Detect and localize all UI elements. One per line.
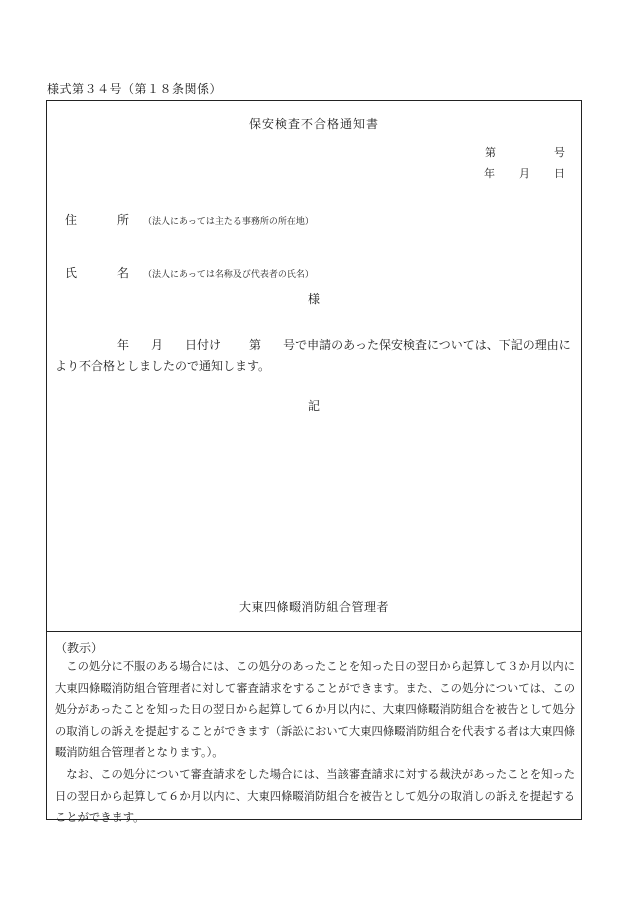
instruction-heading: （教示） (55, 641, 104, 655)
body-month: 月 (151, 338, 164, 352)
date-month: 月 (519, 167, 530, 180)
name-field (65, 264, 314, 281)
notice-document (46, 100, 582, 632)
ki-heading: 記 (307, 399, 320, 413)
form-number: 様式第３４号（第１８条関係） (47, 82, 223, 96)
date-year: 年 (484, 167, 495, 180)
body-dated: 日付け (185, 338, 222, 352)
body-dai: 第 (249, 338, 262, 352)
number-go: 号 (554, 146, 565, 159)
number-dai: 第 (485, 146, 496, 159)
document-date (484, 165, 565, 181)
body-text-line2: より不合格としましたので通知します。 (55, 359, 271, 373)
document-number (485, 144, 565, 160)
body-year: 年 (117, 338, 130, 352)
date-day: 日 (554, 167, 565, 180)
name-label: 氏 名 (65, 266, 144, 280)
issuer-name: 大東四條畷消防組合管理者 (238, 600, 389, 614)
body-rest: 号で申請のあった保安検査については、下記の理由に (283, 338, 571, 352)
instruction-box (46, 631, 582, 825)
address-label: 住 所 (65, 213, 144, 227)
address-note: （法人にあっては主たる事務所の所在地） (143, 217, 314, 227)
address-field (65, 211, 314, 228)
honorific: 様 (307, 292, 320, 306)
body-text-line1 (55, 336, 573, 353)
document-title: 保安検査不合格通知書 (248, 117, 379, 131)
instruction-paragraph-1: この処分に不服のある場合には、この処分のあったことを知った日の翌日から起算して３か月以内に大東四條畷消防組合管理者に対して審査請求をすることができます。また、この処分については、この処分があったことを知った日の翌日から起算して６か月以内に、大東四條畷消防組合を被告として処分の取消しの訴えを提起することができます（訴訟において大東四條畷消防組合を代表する者は大東四條畷消防組合管理者となります。）。 (55, 660, 575, 760)
name-note: （法人にあっては名称及び代表者の氏名） (143, 270, 314, 280)
instruction-paragraph-2: なお、この処分について審査請求をした場合には、当該審査請求に対する裁決があったことを知った日の翌日から起算して６か月以内に、大東四條畷消防組合を被告として処分の取消しの訴えを提起することができます。 (55, 768, 575, 825)
